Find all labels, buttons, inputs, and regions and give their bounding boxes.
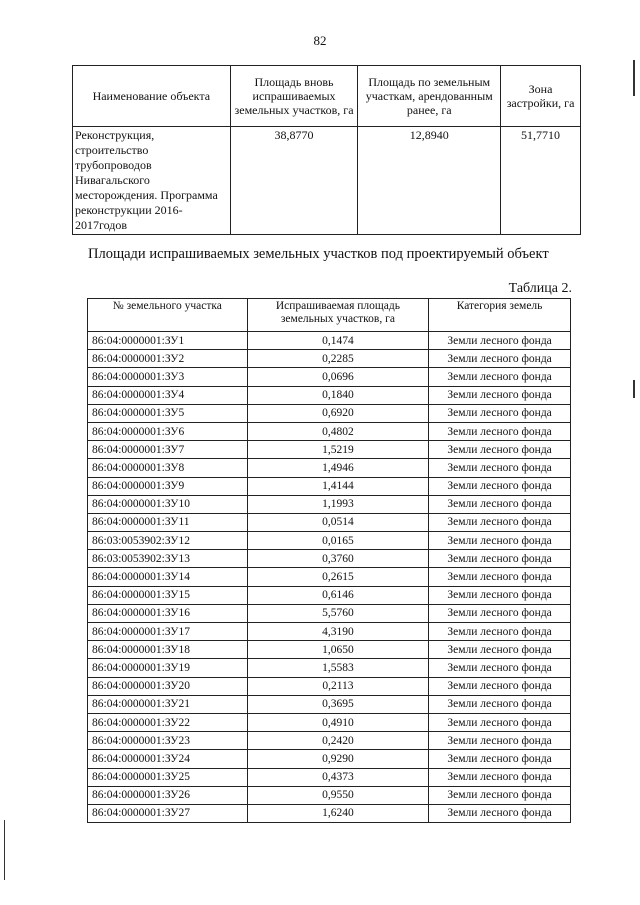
land-category-cell: Земли лесного фонда: [429, 768, 571, 786]
land-category-cell: Земли лесного фонда: [429, 750, 571, 768]
land-category-cell: Земли лесного фонда: [429, 532, 571, 550]
land-category-cell: Земли лесного фонда: [429, 732, 571, 750]
plot-area-cell: 0,9550: [247, 786, 428, 804]
land-category-cell: Земли лесного фонда: [429, 368, 571, 386]
table-row: [88, 368, 571, 386]
land-category-cell: Земли лесного фонда: [429, 659, 571, 677]
plot-number-cell: 86:04:0000001:ЗУ23: [88, 732, 248, 750]
plot-number-cell: 86:04:0000001:ЗУ1: [88, 332, 248, 350]
plot-area-cell: 1,5583: [247, 659, 428, 677]
plot-number-cell: 86:04:0000001:ЗУ2: [88, 350, 248, 368]
table-row: [88, 695, 571, 713]
table-row: [88, 550, 571, 568]
plot-number-cell: 86:04:0000001:ЗУ15: [88, 586, 248, 604]
plot-number-cell: 86:03:0053902:ЗУ12: [88, 532, 248, 550]
plot-area-cell: 5,5760: [247, 604, 428, 622]
table-row: [88, 404, 571, 422]
plot-area-cell: 1,1993: [247, 495, 428, 513]
plot-area-cell: 1,4144: [247, 477, 428, 495]
land-category-cell: Земли лесного фонда: [429, 677, 571, 695]
plot-number-cell: 86:04:0000001:ЗУ5: [88, 404, 248, 422]
plot-number-cell: 86:04:0000001:ЗУ7: [88, 441, 248, 459]
plot-area-cell: 4,3190: [247, 623, 428, 641]
plot-area-cell: 0,3695: [247, 695, 428, 713]
plot-number-cell: 86:04:0000001:ЗУ8: [88, 459, 248, 477]
land-category-cell: Земли лесного фонда: [429, 713, 571, 731]
plot-area-cell: 1,5219: [247, 441, 428, 459]
table-row: [88, 441, 571, 459]
plot-number-cell: 86:04:0000001:ЗУ11: [88, 513, 248, 531]
plot-number-cell: 86:04:0000001:ЗУ20: [88, 677, 248, 695]
land-category-cell: Земли лесного фонда: [429, 459, 571, 477]
plot-number-cell: 86:04:0000001:ЗУ19: [88, 659, 248, 677]
leased-area-cell: 12,8940: [358, 127, 501, 235]
table-row: [88, 677, 571, 695]
plot-number-cell: 86:04:0000001:ЗУ9: [88, 477, 248, 495]
land-plots-table-body: [88, 332, 571, 823]
column-header: Площадь по земельным участкам, арендованным ранее, га: [358, 66, 501, 127]
plot-area-cell: 0,3760: [247, 550, 428, 568]
table-row: [88, 786, 571, 804]
plot-number-cell: 86:04:0000001:ЗУ26: [88, 786, 248, 804]
land-category-cell: Земли лесного фонда: [429, 350, 571, 368]
land-plots-table: [87, 298, 571, 823]
land-category-cell: Земли лесного фонда: [429, 513, 571, 531]
table-header-row: [73, 66, 581, 127]
column-header: Испрашиваемая площадь земельных участков, га: [247, 299, 428, 332]
plot-number-cell: 86:04:0000001:ЗУ27: [88, 804, 248, 822]
object-name-cell: Реконструкция, строительство трубопроводов Нивагальского месторождения. Программа реконструкции 2016-2017годов: [73, 127, 231, 235]
plot-area-cell: 0,2420: [247, 732, 428, 750]
plot-area-cell: 0,2615: [247, 568, 428, 586]
plot-area-cell: 0,1474: [247, 332, 428, 350]
object-summary-table: [72, 65, 581, 235]
table-row: [88, 532, 571, 550]
table-caption: Таблица 2.: [508, 281, 572, 296]
plot-area-cell: 1,4946: [247, 459, 428, 477]
page-number: 82: [313, 33, 327, 48]
plot-number-cell: 86:04:0000001:ЗУ22: [88, 713, 248, 731]
plot-area-cell: 0,4910: [247, 713, 428, 731]
plot-number-cell: 86:04:0000001:ЗУ14: [88, 568, 248, 586]
table-row: [88, 586, 571, 604]
table-row: [88, 641, 571, 659]
plot-area-cell: 0,1840: [247, 386, 428, 404]
plot-area-cell: 1,6240: [247, 804, 428, 822]
table-row: [88, 804, 571, 822]
table-row: [88, 459, 571, 477]
plot-area-cell: 0,6146: [247, 586, 428, 604]
plot-number-cell: 86:04:0000001:ЗУ10: [88, 495, 248, 513]
table-row: [88, 386, 571, 404]
land-category-cell: Земли лесного фонда: [429, 695, 571, 713]
land-category-cell: Земли лесного фонда: [429, 550, 571, 568]
land-category-cell: Земли лесного фонда: [429, 332, 571, 350]
column-header: Площадь вновь испрашиваемых земельных участков, га: [230, 66, 358, 127]
land-category-cell: Земли лесного фонда: [429, 623, 571, 641]
plot-area-cell: 0,2285: [247, 350, 428, 368]
table-row: [88, 332, 571, 350]
plot-area-cell: 0,9290: [247, 750, 428, 768]
plot-number-cell: 86:04:0000001:ЗУ17: [88, 623, 248, 641]
column-header: Наименование объекта: [73, 66, 231, 127]
plot-area-cell: 0,0696: [247, 368, 428, 386]
plot-number-cell: 86:03:0053902:ЗУ13: [88, 550, 248, 568]
section-heading: Площади испрашиваемых земельных участков под проектируемый объект: [88, 246, 549, 262]
land-category-cell: Земли лесного фонда: [429, 804, 571, 822]
table-row: [88, 713, 571, 731]
plot-area-cell: 0,0165: [247, 532, 428, 550]
table-row: [88, 513, 571, 531]
scan-edge-mark: [633, 380, 635, 398]
plot-number-cell: 86:04:0000001:ЗУ25: [88, 768, 248, 786]
land-category-cell: Земли лесного фонда: [429, 786, 571, 804]
plot-number-cell: 86:04:0000001:ЗУ4: [88, 386, 248, 404]
table-row: [88, 623, 571, 641]
column-header: № земельного участка: [88, 299, 248, 332]
plot-area-cell: 0,4802: [247, 422, 428, 440]
land-category-cell: Земли лесного фонда: [429, 604, 571, 622]
plot-area-cell: 1,0650: [247, 641, 428, 659]
scan-edge-mark: [633, 60, 635, 96]
table-row: [88, 659, 571, 677]
land-category-cell: Земли лесного фонда: [429, 422, 571, 440]
table-row: [88, 768, 571, 786]
table-row: [88, 422, 571, 440]
land-category-cell: Земли лесного фонда: [429, 641, 571, 659]
land-category-cell: Земли лесного фонда: [429, 568, 571, 586]
plot-number-cell: 86:04:0000001:ЗУ6: [88, 422, 248, 440]
land-category-cell: Земли лесного фонда: [429, 477, 571, 495]
zone-area-cell: 51,7710: [501, 127, 581, 235]
table-row: [88, 750, 571, 768]
table-row: [88, 732, 571, 750]
land-category-cell: Земли лесного фонда: [429, 495, 571, 513]
column-header: Категория земель: [429, 299, 571, 332]
table-row: [88, 350, 571, 368]
column-header: Зона застройки, га: [501, 66, 581, 127]
table-row: [88, 477, 571, 495]
scan-edge-mark: [4, 820, 5, 880]
table-row: [73, 127, 581, 235]
land-category-cell: Земли лесного фонда: [429, 386, 571, 404]
plot-number-cell: 86:04:0000001:ЗУ16: [88, 604, 248, 622]
plot-area-cell: 0,2113: [247, 677, 428, 695]
plot-number-cell: 86:04:0000001:ЗУ18: [88, 641, 248, 659]
plot-area-cell: 0,6920: [247, 404, 428, 422]
plot-area-cell: 0,4373: [247, 768, 428, 786]
plot-number-cell: 86:04:0000001:ЗУ21: [88, 695, 248, 713]
table-header-row: [88, 299, 571, 332]
land-category-cell: Земли лесного фонда: [429, 441, 571, 459]
plot-number-cell: 86:04:0000001:ЗУ24: [88, 750, 248, 768]
table-row: [88, 495, 571, 513]
table-row: [88, 568, 571, 586]
table-row: [88, 604, 571, 622]
plot-number-cell: 86:04:0000001:ЗУ3: [88, 368, 248, 386]
plot-area-cell: 0,0514: [247, 513, 428, 531]
land-category-cell: Земли лесного фонда: [429, 404, 571, 422]
new-area-cell: 38,8770: [230, 127, 358, 235]
land-category-cell: Земли лесного фонда: [429, 586, 571, 604]
